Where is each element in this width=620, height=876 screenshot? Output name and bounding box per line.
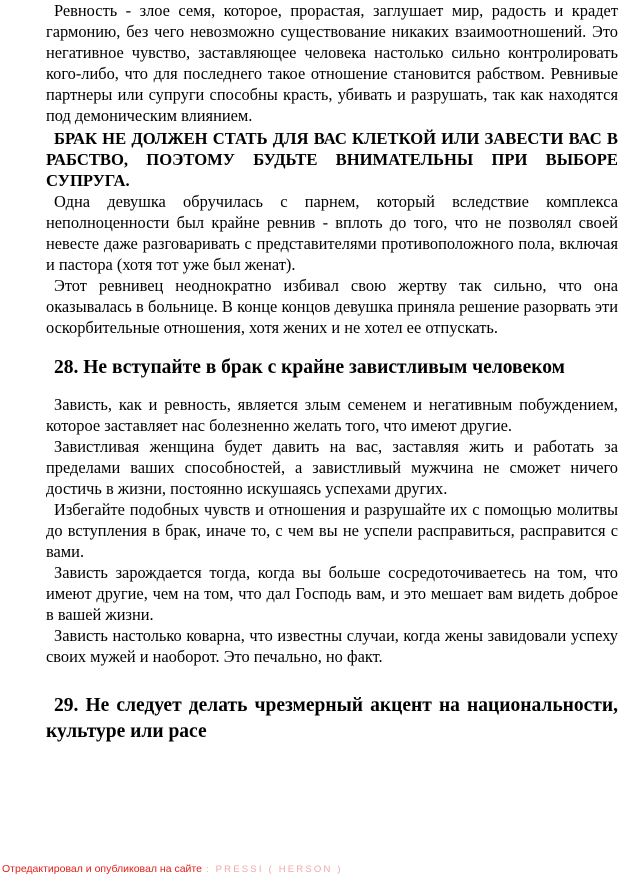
footer-text: Отредактировал и опубликовал на сайте (2, 863, 202, 875)
paragraph-jealousy: Ревность - злое семя, которое, прорастая, заглушает мир, радость и крадет гармонию, без чего невозможно существование никаких взаимоотношений. Это негативное чувство, заставляющее человека настолько сильно контролировать кого-либо, что для последнего такое отношение становится рабством. Ревнивые партнеры или супруги способны красть, убивать и разрушать, так как находятся под демоническим влиянием. (46, 1, 618, 125)
paragraph-envy-4: Зависть зарождается тогда, когда вы больше сосредоточиваетесь на том, что имеют другие, чем на том, что дал Господь вам, и это мешает вам видеть доброе в вашей жизни. (46, 563, 618, 624)
paragraph-story-2: Этот ревнивец неоднократно избивал свою жертву так сильно, что она оказывалась в больнице. В конце концов девушка приняла решение разорвать эти оскорбительные отношения, хотя жених и не хотел ее отпускать. (46, 276, 618, 337)
section-heading-28: 28. Не вступайте в брак с крайне завистливым человеком (54, 357, 565, 378)
document-page (46, 0, 618, 745)
paragraph-envy-1: Зависть, как и ревность, является злым семенем и негативным побуждением, которое заставляет нас болезненно желать того, что имеют другие. (46, 395, 618, 435)
warning-statement: БРАК НЕ ДОЛЖЕН СТАТЬ ДЛЯ ВАС КЛЕТКОЙ ИЛИ ЗАВЕСТИ ВАС В РАБСТВО, ПОЭТОМУ БУДЬТЕ ВНИМАТЕЛЬНЫ ПРИ ВЫБОРЕ СУПРУГА. (46, 129, 618, 190)
paragraph-envy-2: Завистливая женщина будет давить на вас, заставляя жить и работать за пределами ваших способностей, а завистливый мужчина не сможет ничего достичь в жизни, постоянно искушаясь успехами других. (46, 437, 618, 498)
paragraph-envy-5: Зависть настолько коварна, что известны случаи, когда жены завидовали успеху своих мужей и наоборот. Это печально, но факт. (46, 626, 618, 666)
section-heading-29: 29. Не следует делать чрезмерный акцент на национальности, культуре или расе (46, 695, 618, 742)
paragraph-envy-3: Избегайте подобных чувств и отношения и разрушайте их с помощью молитвы до вступления в брак, иначе то, с чем вы не успели расправиться, расправится с вами. (46, 500, 618, 561)
footer-credit (2, 863, 343, 876)
footer-brand[interactable]: : PRESSI ( HERSON ) (205, 864, 343, 875)
paragraph-story-1: Одна девушка обручилась с парнем, который вследствие комплекса неполноценности был крайне ревнив - вплоть до того, что не позволял своей невесте даже разговаривать с представителями противоположного пола, включая и пастора (хотя тот уже был женат). (46, 192, 618, 274)
